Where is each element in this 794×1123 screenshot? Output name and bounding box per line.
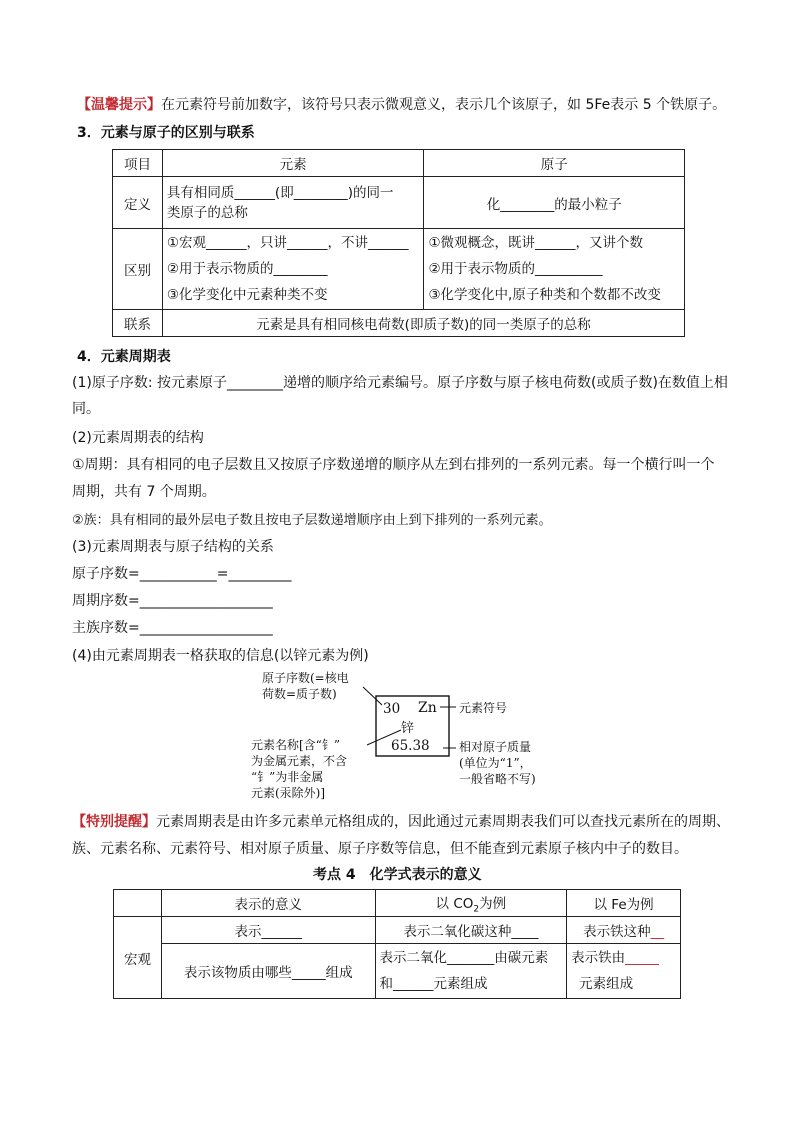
atom-diff-2: ②用于表示物质的__________ xyxy=(428,261,603,277)
macro-co2-2-line1: 表示二氧化_______由碳元素 xyxy=(379,950,549,966)
macro-co2-2-line2: 和______元素组成 xyxy=(379,976,488,992)
special-note-text-a: 元素周期表是由许多元素单元格组成的，因此通过元素周期表我们可以查找元素所在的周期、 xyxy=(156,814,730,830)
macro-fe-1-blank: __ xyxy=(650,924,665,940)
header-co2-subscript: 2 xyxy=(473,904,480,915)
relation-group-number: 主族序数=___________________ xyxy=(72,620,273,636)
group-paragraph: ②族：具有相同的最外层电子数且按电子层数递增顺序由上到下排列的一系列元素。 xyxy=(72,513,552,528)
label-atomic-mass xyxy=(459,739,536,787)
header-co2-prefix: 以 CO xyxy=(435,895,474,912)
macro-fe-2-line1 xyxy=(571,945,676,971)
atom-diff-3: ③化学变化中,原子种类和个数都不改变 xyxy=(428,287,661,303)
label-element-name-4: 元素(汞除外)] xyxy=(251,786,326,800)
tip-label: 【温馨提示】 xyxy=(77,97,161,113)
element-diff-2: ②用于表示物质的________ xyxy=(166,261,328,277)
row-label-definition: 定义 xyxy=(113,177,163,229)
header-co2-suffix: 为例 xyxy=(479,895,507,912)
period-paragraph-line1: ①周期：具有相同的电子层数且又按原子序数递增的顺序从左到右排列的一系列元素。每一个横行叫一个 xyxy=(72,457,715,473)
element-definition-line1: 具有相同质______(即________)的同一 xyxy=(166,184,394,201)
macro-fe-2-blank: _____ xyxy=(625,950,659,966)
cell-name: 锌 xyxy=(401,721,415,736)
macro-co2-2 xyxy=(375,944,567,999)
section-4-title: 4．元素周期表 xyxy=(77,349,171,365)
label-atomic-number-1: 原子序数(=核电 xyxy=(262,671,349,685)
macro-co2-1: 表示二氧化碳这种____ xyxy=(375,917,567,944)
section-3-title: 3．元素与原子的区别与联系 xyxy=(77,125,255,141)
element-definition-line2: 类原子的总称 xyxy=(166,204,248,221)
formula-meaning-table xyxy=(113,889,681,999)
label-atomic-mass-3: 一般省略不写) xyxy=(459,772,536,786)
keypoint-4-title: 考点 4 化学式表示的意义 xyxy=(313,867,482,883)
connection-text: 元素是具有相同核电荷数(即质子数)的同一类原子的总称 xyxy=(162,310,684,337)
relation-period-number: 周期序数=___________________ xyxy=(72,593,273,609)
cell-mass: 65.38 xyxy=(391,738,430,754)
special-note-line1 xyxy=(72,811,730,831)
tip-paragraph xyxy=(77,94,726,114)
element-definition xyxy=(162,177,424,229)
special-note-label: 【特别提醒】 xyxy=(72,814,156,830)
macro-fe-1-text: 表示铁这种 xyxy=(583,924,651,940)
label-element-name-3: “钅”为非金属 xyxy=(251,770,324,784)
macro-fe-2 xyxy=(567,944,681,999)
label-atomic-number-2: 荷数=质子数) xyxy=(262,687,337,701)
label-atomic-mass-1: 相对原子质量 xyxy=(459,740,532,754)
label-element-name-2: 为金属元素，不含 xyxy=(251,754,348,768)
tip-text: 在元素符号前加数字，该符号只表示微观意义，表示几个该原子，如 5Fe表示 5 个铁原子。 xyxy=(161,97,727,113)
macro-meaning-2: 表示该物质由哪些_____组成 xyxy=(161,944,375,999)
cell-symbol: Zn xyxy=(418,700,437,716)
atom-diff-1: ①微观概念，既讲______，又讲个数 xyxy=(428,235,644,251)
period-paragraph-line2: 周期，共有 7 个周期。 xyxy=(72,484,216,500)
element-diff-3: ③化学变化中元素种类不变 xyxy=(166,287,328,303)
atom-definition: 化________的最小粒子 xyxy=(424,177,685,229)
element-diff-1: ①宏观______，只讲______，不讲______ xyxy=(166,235,409,251)
atomic-number-paragraph-line1: (1)原子序数: 按元素原子________递增的顺序给元素编号。原子序数与原子核电荷数(或质子数)在数值上相 xyxy=(72,375,728,391)
label-element-symbol: 元素符号 xyxy=(459,701,508,715)
atomic-number-paragraph-line2: 同。 xyxy=(72,401,100,417)
header-item: 项目 xyxy=(113,150,163,177)
macro-fe-2-text: 表示铁由 xyxy=(571,950,626,966)
element-atom-table xyxy=(112,149,685,337)
label-element-name xyxy=(251,737,347,801)
header-co2 xyxy=(375,890,567,917)
macro-fe-2-line2: 元素组成 xyxy=(579,976,634,992)
special-note-line2: 族、元素名称、元素符号、相对原子质量、原子序数等信息，但不能查到元素原子核内中子的数目。 xyxy=(72,841,688,857)
header-fe: 以 Fe为例 xyxy=(567,890,681,917)
element-difference xyxy=(162,229,424,310)
relation-atomic-number: 原子序数=___________=_________ xyxy=(72,566,292,582)
row-label-macro: 宏观 xyxy=(114,917,162,999)
label-atomic-mass-2: (单位为“1”， xyxy=(459,756,532,770)
corner-cell xyxy=(114,890,162,917)
header-meaning: 表示的意义 xyxy=(161,890,375,917)
structure-heading: (2)元素周期表的结构 xyxy=(72,430,204,446)
row-label-connection: 联系 xyxy=(113,310,163,337)
row-label-difference: 区别 xyxy=(113,229,163,310)
header-atom: 原子 xyxy=(424,150,685,177)
macro-fe-1 xyxy=(567,917,681,944)
header-element: 元素 xyxy=(162,150,424,177)
cell-atomic-number: 30 xyxy=(383,701,401,717)
label-element-name-1: 元素名称[含“钅” xyxy=(251,738,340,752)
info-heading: (4)由元素周期表一格获取的信息(以锌元素为例) xyxy=(72,648,369,664)
atom-difference xyxy=(424,229,685,310)
relation-heading: (3)元素周期表与原子结构的关系 xyxy=(72,539,274,555)
macro-meaning-1: 表示______ xyxy=(161,917,375,944)
